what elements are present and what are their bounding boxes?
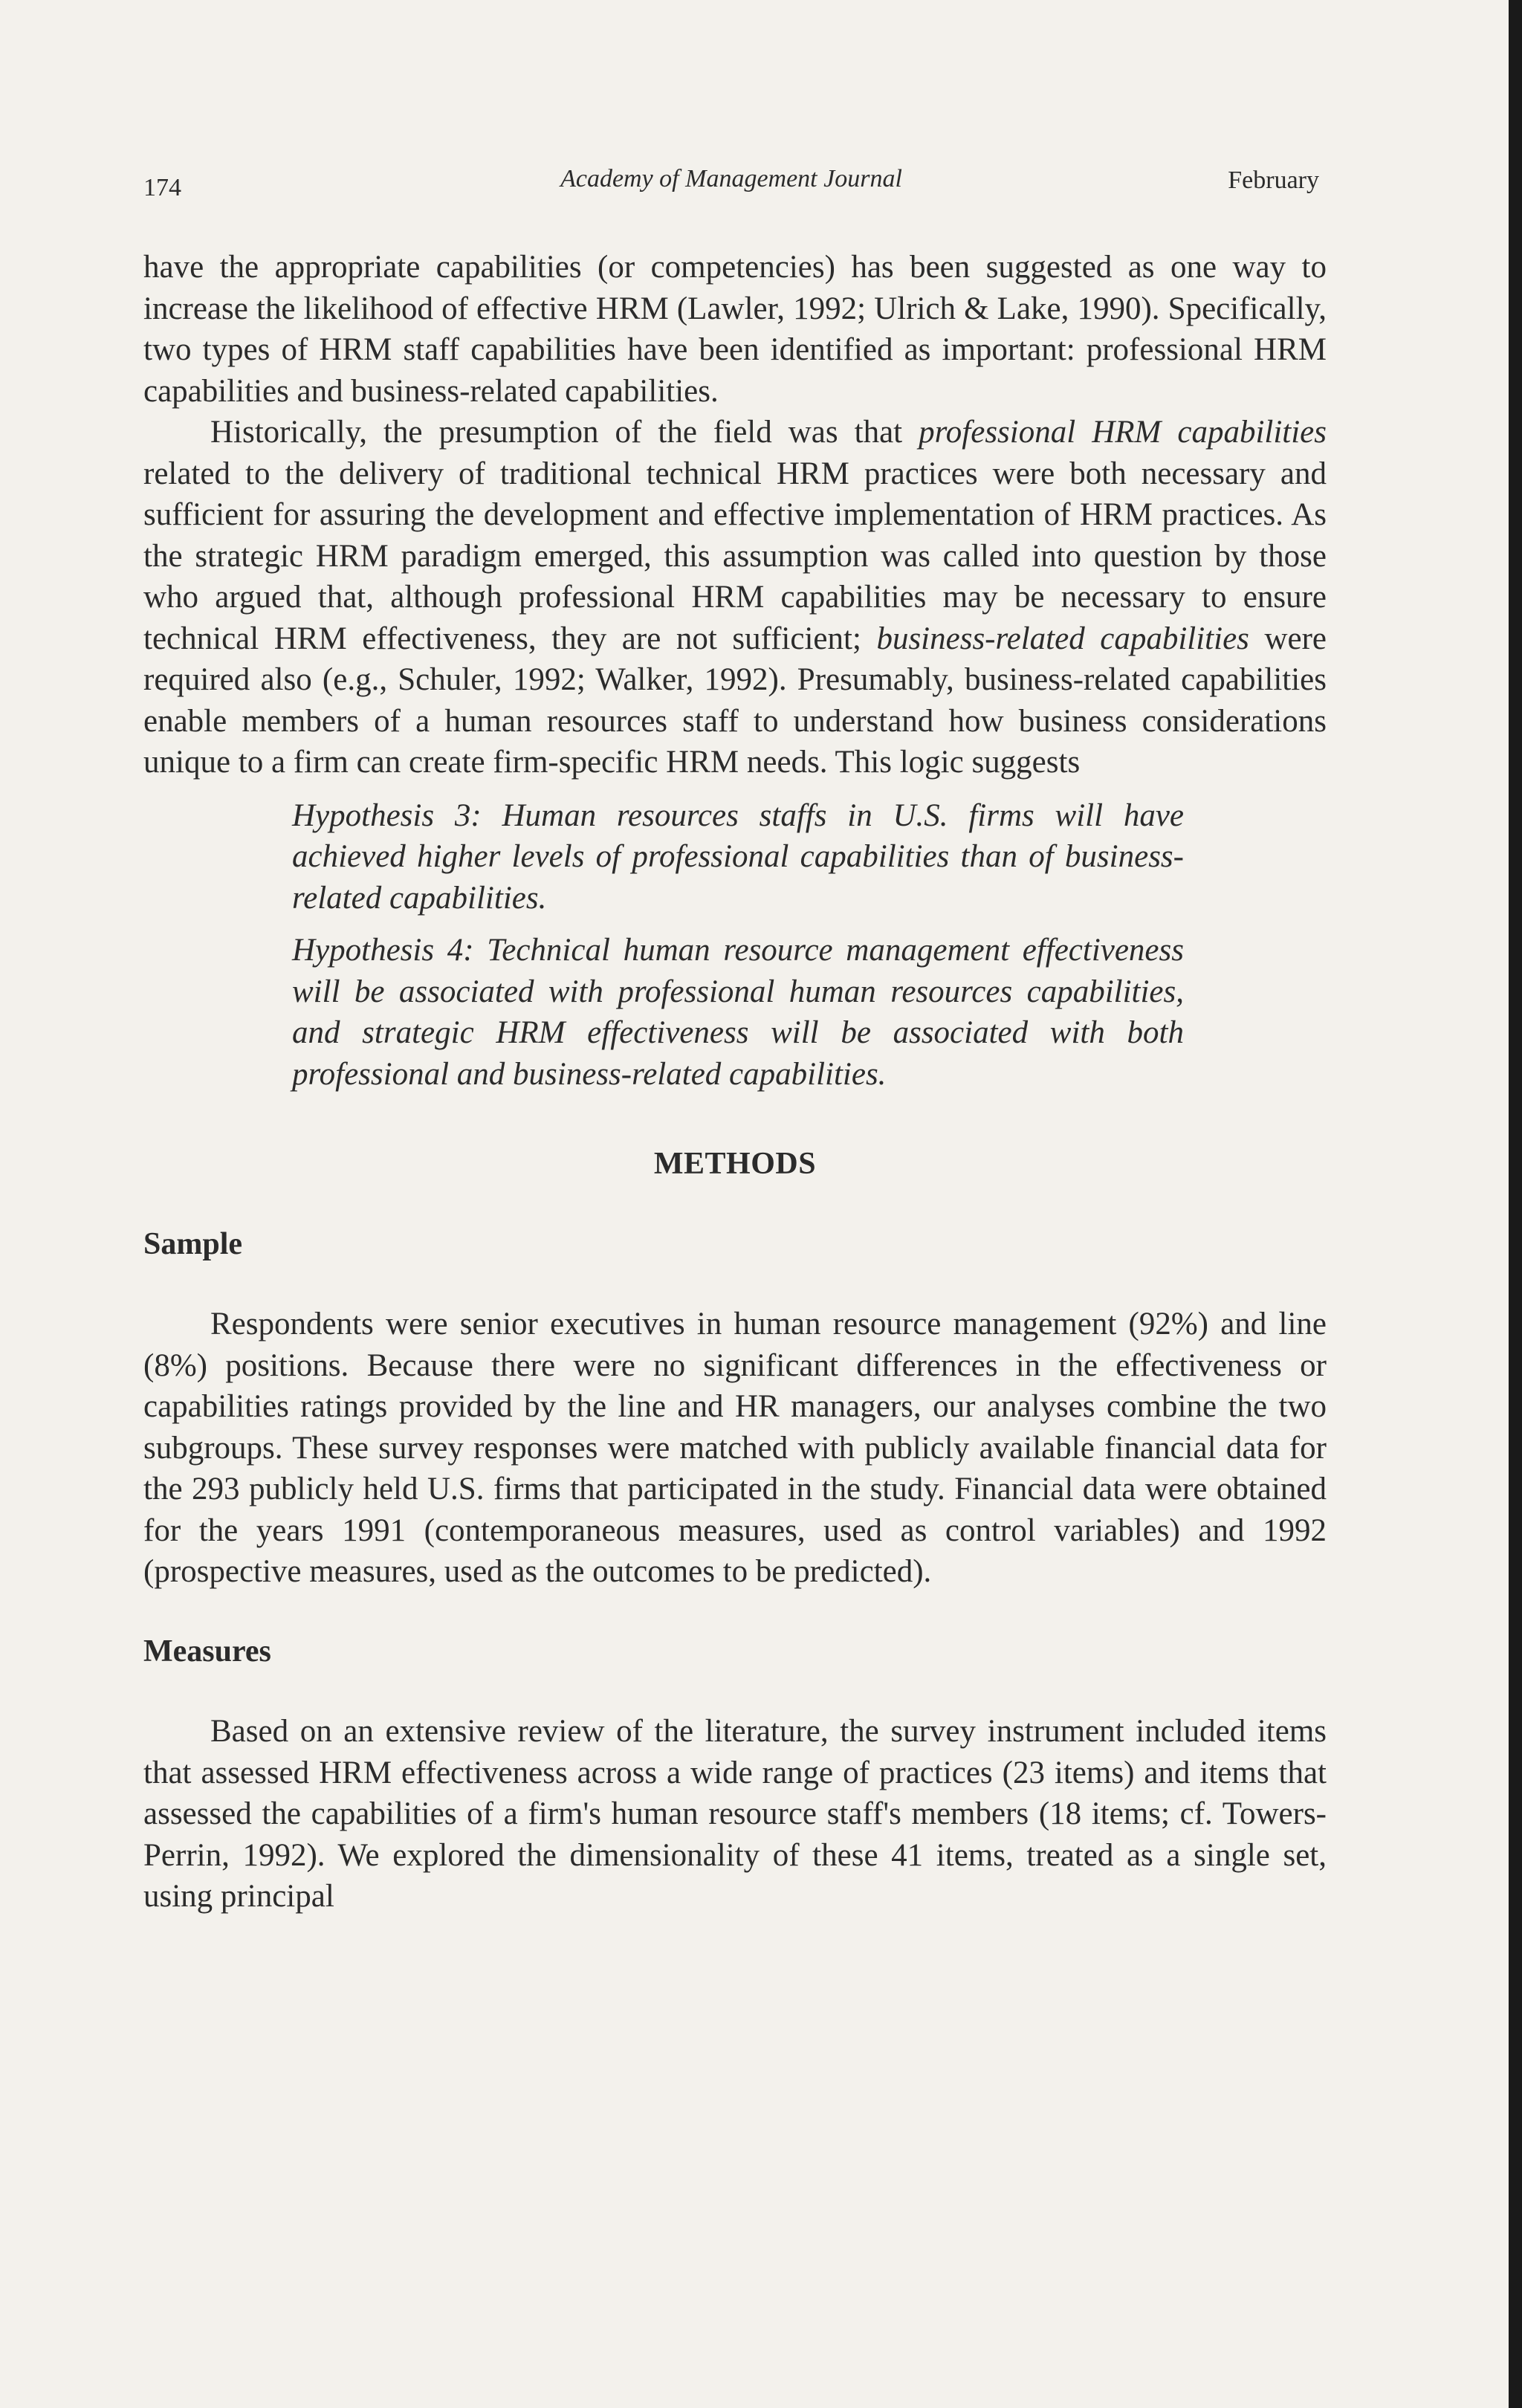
article-body	[143, 247, 1327, 1917]
paragraph-measures: Based on an extensive review of the literature, the survey instrument included items that assessed HRM effectiveness across a wide range of practices (23 items) and items that assessed the capabilities of a firm's human resource staff's members (18 items; cf. Towers-Perrin, 1992). We explored the dimensionality of these 41 items, treated as a single set, using principal	[143, 1714, 1327, 1914]
page-number: 174	[143, 174, 181, 201]
scan-border	[1509, 0, 1522, 2408]
journal-title: Academy of Management Journal	[560, 165, 902, 192]
paragraph-sample: Respondents were senior executives in human resource management (92%) and line (8%) positions. Because there were no significant differences in the effectiveness or capabilities ratings provided by the line and HR managers, our analyses combine the two subgroups. These survey responses were matched with publicly available financial data for the 293 publicly held U.S. firms that participated in the study. Financial data were obtained for the years 1991 (contemporaneous measures, used as control variables) and 1992 (prospective measures, used as the outcomes to be predicted).	[143, 1307, 1327, 1589]
paragraph-text: related to the delivery of traditional technical HRM practices were both necessary and sufficient for assuring the development and effective implementation of HRM practices. As the strategic HRM paradigm emerged, this assumption was called into question by those who argued that, although professional HRM capabilities may be necessary to ensure technical HRM effectiveness, they are not sufficient;	[143, 456, 1327, 656]
emphasized-term: professional HRM capabilities	[919, 415, 1327, 450]
issue-month: February	[1228, 166, 1319, 194]
emphasized-term: business-related capabilities	[876, 621, 1249, 656]
paragraph-text: were required also (e.g., Schuler, 1992; Walker, 1992). Presumably, business-related capabilities enable members of a human resources staff to understand how business considerations unique to a firm can create firm-specific HRM needs. This logic suggests	[143, 621, 1327, 780]
paragraph-historically	[143, 412, 1327, 783]
section-heading-methods: METHODS	[653, 1147, 817, 1181]
paragraph-text: Historically, the presumption of the field was that	[210, 415, 919, 450]
subsection-heading-measures: Measures	[143, 1634, 271, 1669]
paragraph-continued: have the appropriate capabilities (or competencies) has been suggested as one way to increase the likelihood of effective HRM (Lawler, 1992; Ulrich & Lake, 1990). Specifically, two types of HRM staff capabilities have been identified as important: professional HRM capabilities and business-related capabilities.	[143, 250, 1327, 409]
hypothesis-3: Hypothesis 3: Human resources staffs in U.S. firms will have achieved higher levels of professional capabilities than of business-related capabilities.	[292, 797, 1184, 916]
hypothesis-4: Hypothesis 4: Technical human resource management effectiveness will be associated with professional human resources capabilities, and strategic HRM effectiveness will be associated with both professional and business-related capabilities.	[292, 933, 1184, 1092]
subsection-heading-sample: Sample	[143, 1226, 243, 1261]
running-header	[143, 165, 1319, 210]
